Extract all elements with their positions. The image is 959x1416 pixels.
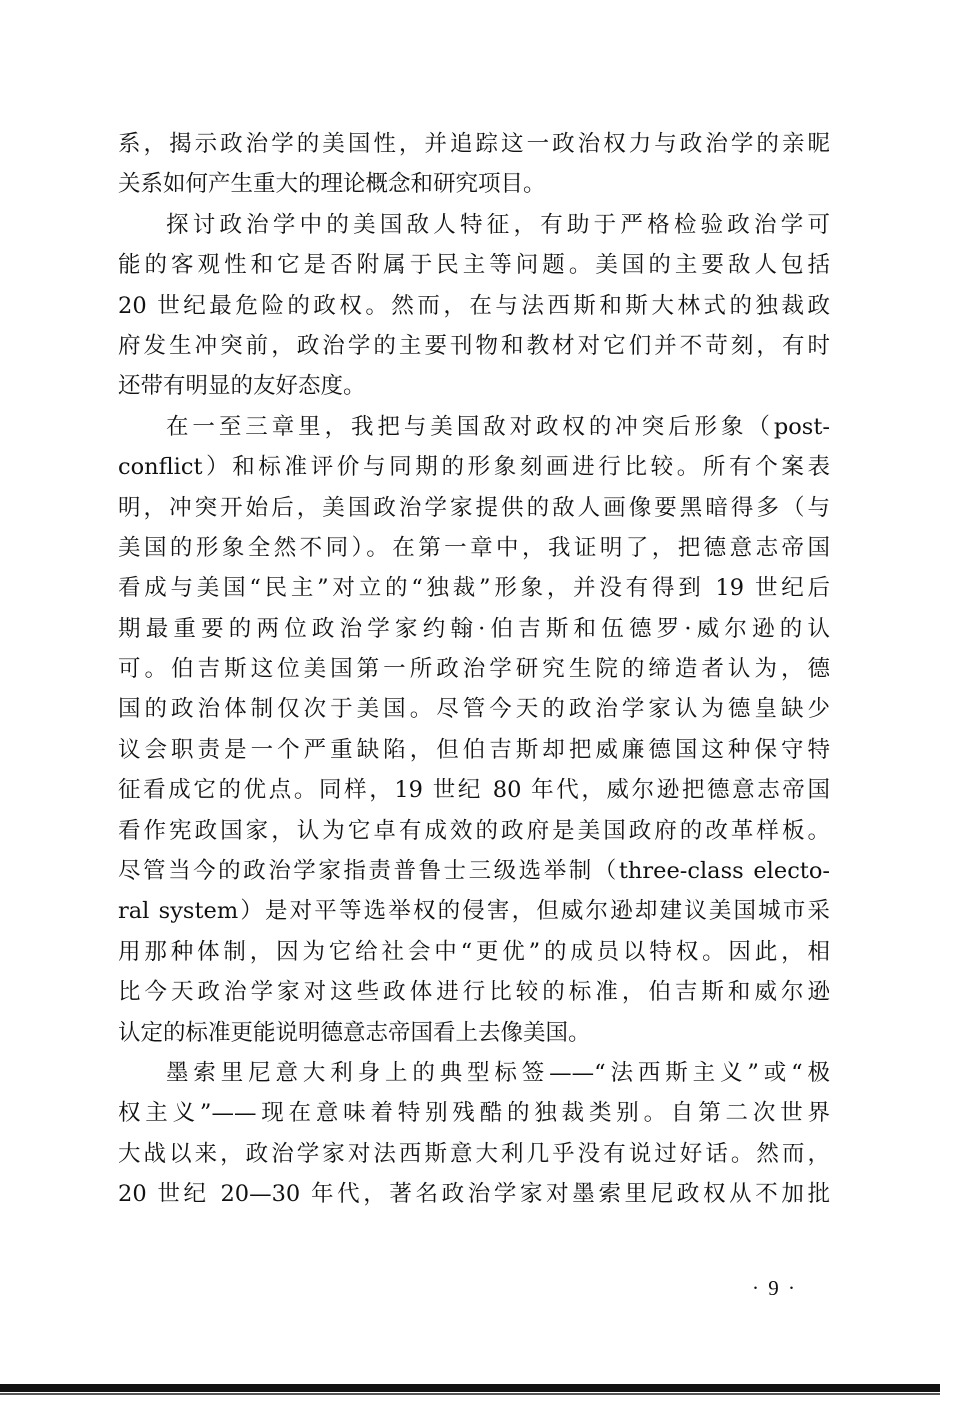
text-line: 美国的形象全然不同）。在第一章中，我证明了，把德意志帝国	[118, 534, 830, 561]
page-number: · 9 ·	[752, 1276, 797, 1300]
text-line: 征看成它的优点。同样，19 世纪 80 年代，威尔逊把德意志帝国	[118, 777, 830, 804]
text-line: 认定的标准更能说明德意志帝国看上去像美国。	[118, 1019, 591, 1046]
text-line: 探讨政治学中的美国敌人特征，有助于严格检验政治学可	[166, 211, 830, 238]
text-line: 府发生冲突前，政治学的主要刊物和教材对它们并不苛刻，有时	[118, 332, 830, 359]
text-line: 尽管当今的政治学家指责普鲁士三级选举制（three-class electo-	[118, 858, 830, 885]
text-line: 还带有明显的友好态度。	[118, 373, 366, 400]
text-line: 可。伯吉斯这位美国第一所政治学研究生院的缔造者认为，德	[118, 656, 830, 683]
text-line: 能的客观性和它是否附属于民主等问题。美国的主要敌人包括	[118, 252, 830, 279]
text-line: 系，揭示政治学的美国性，并追踪这一政治权力与政治学的亲昵	[118, 131, 830, 157]
text-line: 20 世纪 20—30 年代，著名政治学家对墨索里尼政权从不加批	[118, 1181, 830, 1208]
text-line: 看作宪政国家，认为它卓有成效的政府是美国政府的改革样板。	[118, 817, 830, 844]
text-line: 大战以来，政治学家对法西斯意大利几乎没有说过好话。然而，	[118, 1140, 830, 1167]
text-line: 权主义”——现在意味着特别残酷的独裁类别。自第二次世界	[118, 1100, 830, 1127]
text-line: 国的政治体制仅次于美国。尽管今天的政治学家认为德皇缺少	[118, 696, 830, 723]
text-line: 期最重要的两位政治学家约翰·伯吉斯和伍德罗·威尔逊的认	[118, 615, 830, 642]
text-line: ral system）是对平等选举权的侵害，但威尔逊却建议美国城市采	[118, 898, 830, 925]
bottom-rule	[0, 1384, 940, 1392]
text-line: 关系如何产生重大的理论概念和研究项目。	[118, 171, 546, 198]
text-line: 明，冲突开始后，美国政治学家提供的敌人画像要黑暗得多（与	[118, 494, 830, 521]
bottom-rule-thin	[0, 1393, 940, 1395]
text-line: 20 世纪最危险的政权。然而，在与法西斯和斯大林式的独裁政	[118, 292, 830, 319]
text-line: 看成与美国“民主”对立的“独裁”形象，并没有得到 19 世纪后	[118, 575, 830, 602]
text-line: 议会职责是一个严重缺陷，但伯吉斯却把威廉德国这种保守特	[118, 736, 830, 763]
text-line: 用那种体制，因为它给社会中“更优”的成员以特权。因此，相	[118, 938, 830, 965]
text-line: 墨索里尼意大利身上的典型标签——“法西斯主义”或“极	[166, 1059, 830, 1086]
body-text	[118, 124, 830, 1215]
text-line: 在一至三章里，我把与美国敌对政权的冲突后形象（post-	[166, 413, 830, 440]
text-line: conflict）和标准评价与同期的形象刻画进行比较。所有个案表	[118, 454, 830, 481]
text-line: 比今天政治学家对这些政体进行比较的标准，伯吉斯和威尔逊	[118, 979, 830, 1006]
